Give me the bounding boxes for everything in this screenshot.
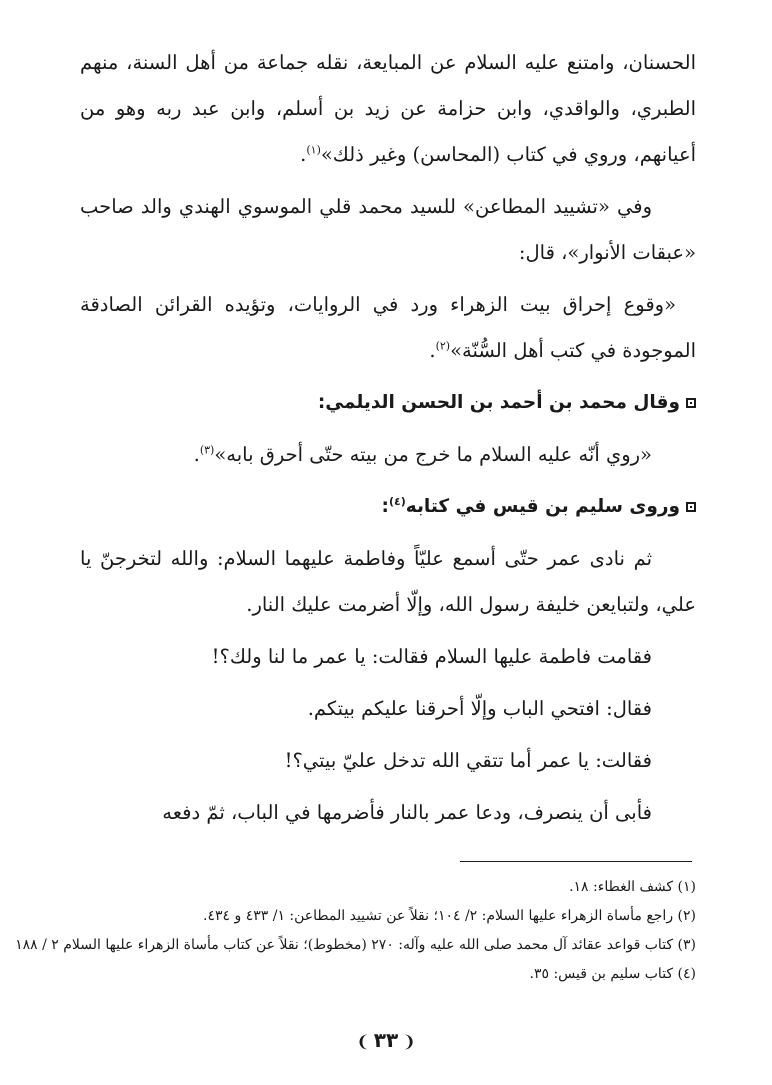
footnote-ref: (٢) — [435, 339, 451, 353]
footnote-ref: (١) — [306, 143, 321, 157]
paragraph: «وقوع إحراق بيت الزهراء ورد في الروايات، وتؤيده القرائن الصادقة الموجودة في كتب أهل السُّنّة»$^{(٢)}$. — [80, 293, 696, 362]
paragraph: وفي «تشييد المطاعن» للسيد محمد قلي الموسوي الهندي والد صاحب «عبقات الأنوار»، قال: — [80, 195, 696, 264]
narrative-paragraph: ثم نادى عمر حتّى أسمع عليّاً وفاطمة عليهما السلام: والله لتخرجنّ يا علي، ولتبايعن خليفة رسول الله، وإلّا أضرمت عليك النار. — [80, 547, 696, 616]
quote: «روي أنّه عليه السلام ما خرج من بيته حتّى أحرق بابه»$^{(٣)}$. — [193, 443, 652, 466]
main-text — [80, 40, 696, 842]
footnote: (٢) راجع مأساة الزهراء عليها السلام: ٢/ ١٠٤؛ نقلاً عن تشييد المطاعن: ١/ ٤٣٣ و ٤٣٤. — [203, 908, 696, 924]
footnote-ref: (٤) — [388, 494, 406, 508]
narrative-line: فأبى أن ينصرف، ودعا عمر بالنار فأضرمها في الباب، ثمّ دفعه — [162, 801, 652, 824]
paragraph: الحسنان، وامتنع عليه السلام عن المبايعة، نقله جماعة من أهل السنة، منهم الطبري، والواقدي، وابن حزامة عن زيد بن أسلم، وابن عبد ربه وهو من أعيانهم، وروي في كتاب (المحاسن) وغير ذلك»$^{(١)}$. — [80, 51, 696, 166]
footnote: (٣) كتاب قواعد عقائد آل محمد صلى الله عليه وآله: ٢٧٠ (مخطوط)؛ نقلاً عن كتاب مأساة الزهراء عليها السلام ٢ / ١٨٨ — [15, 937, 696, 953]
narrative-line: فقالت: يا عمر أما تتقي الله تدخل عليّ بيتي؟! — [284, 749, 652, 772]
footnote: (٤) كتاب سليم بن قيس: ٣٥. — [529, 966, 696, 982]
square-bullet-icon — [686, 398, 696, 408]
ornament-right-icon: ❩ — [402, 1032, 416, 1051]
section-heading: وروى سليم بن قيس في كتابه$^{(٤)}$: — [80, 484, 696, 530]
footnote-ref: (٣) — [199, 443, 215, 457]
narrative-line: فقامت فاطمة عليها السلام فقالت: يا عمر ما لنا ولك؟! — [211, 645, 652, 668]
square-bullet-icon — [686, 502, 696, 512]
footnotes — [15, 873, 696, 989]
footnote: (١) كشف الغطاء: ١٨. — [569, 879, 696, 895]
footnote-divider — [460, 861, 692, 862]
page-number: ❨ ٣٣ ❩ — [356, 1028, 416, 1052]
narrative-line: فقال: افتحي الباب وإلّا أحرقنا عليكم بيتكم. — [307, 697, 652, 720]
ornament-left-icon: ❨ — [356, 1032, 370, 1051]
section-heading: وقال محمد بن أحمد بن الحسن الديلمي: — [80, 380, 696, 426]
